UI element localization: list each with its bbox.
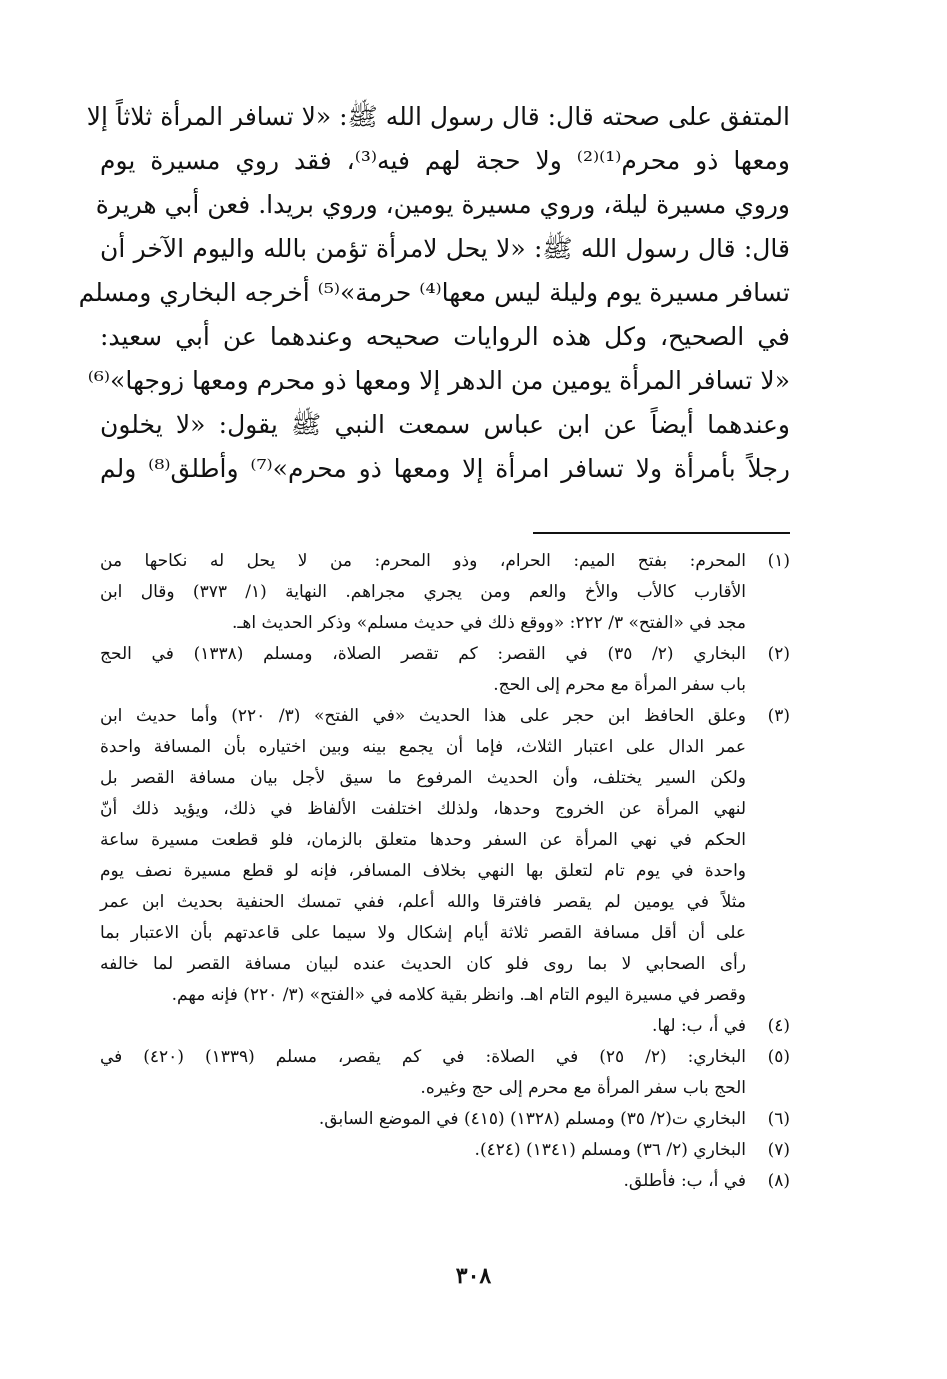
footnote-line: رأى الصحابي لا بما روى فلو كان الحديث عنده لبيان مسافة القصر لما خالفه: [100, 954, 746, 974]
footnote-8: [100, 1166, 790, 1197]
footnote-5: [100, 1042, 790, 1104]
footnote-number: (٤): [767, 1016, 790, 1036]
footnotes-block: [100, 546, 790, 1197]
footnote-line: البخاري: (٢/ ٢٥) في الصلاة: في كم يقصر، مسلم (١٣٣٩) (٤٢٠) في: [100, 1047, 746, 1067]
footnote-3: [100, 701, 790, 1011]
footnote-body: [100, 639, 746, 701]
footnote-line: الأقارب كالأب والأخ والعم ومن يجري مجراهم. النهاية (١/ ٣٧٣) وقال ابن: [100, 582, 746, 602]
footnote-number: (١): [767, 551, 790, 571]
footnote-7: [100, 1135, 790, 1166]
main-text-line: في الصحيح، وكل هذه الروايات صحيحه وعندهما عن أبي سعيد:: [100, 322, 790, 351]
footnote-body: [100, 546, 746, 639]
footnote-line: في أ، ب: فأطلق.: [623, 1171, 746, 1191]
footnote-line: على أن أقل مسافة القصر ثلاثة أيام إشكال ولا سيما على قاعدتهم بأن الاعتبار بما: [100, 923, 746, 943]
main-text-line: وروي مسيرة ليلة، وروي مسيرة يومين، وروي بريدا. فعن أبي هريرة: [95, 190, 790, 219]
main-text-line: قال: قال رسول الله ﷺ: «لا يحل لامرأة تؤمن بالله واليوم الآخر أن: [100, 234, 790, 263]
footnote-body: [100, 1042, 746, 1104]
footnote-number: (٧): [767, 1140, 790, 1160]
footnote-line: عمر الدال على اعتبار الثلاث، فإما أن يجمع بينه وبين اختياره بأن المسافة واحدة: [100, 737, 746, 757]
footnote-line: وقصر في مسيرة اليوم التام اهـ. وانظر بقية كلامه في «الفتح» (٣/ ٢٢٠) فإنه مهم.: [171, 985, 746, 1005]
footnote-line: البخاري ت(٢/ ٣٥) ومسلم (١٣٢٨) (٤١٥) في الموضع السابق.: [318, 1109, 746, 1129]
footnote-line: في أ، ب: لها.: [651, 1016, 746, 1036]
footnote-2: [100, 639, 790, 701]
footnote-line: الحكم في نهي المرأة عن السفر وحدها متعلق بالزمان، فلو قطعت مسيرة ساعة: [100, 830, 746, 850]
footnote-number: (٨): [767, 1171, 790, 1191]
footnote-line: باب سفر المرأة مع محرم إلى الحج.: [493, 675, 746, 695]
footnote-1: [100, 546, 790, 639]
footnote-4: [100, 1011, 790, 1042]
footnote-body: [100, 1104, 746, 1135]
footnote-number: (٣): [767, 706, 790, 726]
footnote-line: مثلاً في يومين لم يقصر فافترقا والله أعلم، ففي تمسك الحنفية بحديث ابن عمر: [100, 892, 746, 912]
footnote-line: البخاري (٢/ ٣٦) ومسلم (١٣٤١) (٤٢٤).: [474, 1140, 746, 1160]
footnote-number: (٦): [767, 1109, 790, 1129]
footnote-line: الحج باب سفر المرأة مع محرم إلى حج وغيره.: [420, 1078, 746, 1098]
footnote-number: (٥): [767, 1047, 790, 1067]
main-text-line: رجلاً بأمرأة ولا تسافر امرأة إلا ومعها ذو محرم»⁽⁷⁾ وأطلق⁽⁸⁾ ولم: [100, 454, 790, 483]
footnote-line: مجد في «الفتح» ٣/ ٢٢٢: «ووقع ذلك في حديث مسلم» وذكر الحديث اهـ.: [232, 613, 746, 633]
footnote-body: [100, 701, 746, 1011]
main-text-line: المتفق على صحته قال: قال رسول الله ﷺ: «لا تسافر المرأة ثلاثاً إلا: [86, 102, 790, 131]
footnote-divider: [533, 532, 790, 534]
main-text-line: «لا تسافر المرأة يومين من الدهر إلا ومعها ذو محرم ومعها زوجها»⁽⁶⁾: [87, 366, 790, 395]
main-text-line: وعندهما أيضاً عن ابن عباس سمعت النبي ﷺ يقول: «لا يخلون: [100, 410, 790, 439]
page-number: ٣٠٨: [455, 1263, 492, 1289]
footnote-line: لنهي المرأة عن الخروج وحدها، ولذلك اختلفت الألفاظ في ذلك، ويؤيد ذلك أنّ: [100, 799, 746, 819]
main-text-block: [78, 95, 790, 491]
footnote-number: (٢): [767, 644, 790, 664]
footnote-line: واحدة في يوم تام لتعلق بها النهي بخلاف المسافر، فإنه لو قطع مسيرة نصف يوم: [100, 861, 746, 881]
main-text-line: تسافر مسيرة يوم وليلة ليس معها⁽⁴⁾ حرمة»⁽⁵⁾ أخرجه البخاري ومسلم: [78, 278, 790, 307]
main-text-line: ومعها ذو محرم⁽¹⁾⁽²⁾ ولا حجة لهم فيه⁽³⁾، فقد روي مسيرة يوم: [100, 146, 790, 175]
footnote-line: وعلق الحافظ ابن حجر على هذا الحديث «في الفتح» (٣/ ٢٢٠) وأما حديث ابن: [100, 706, 746, 726]
footnote-body: [100, 1166, 746, 1197]
footnote-6: [100, 1104, 790, 1135]
footnote-line: المحرم: بفتح الميم: الحرام، وذو المحرم: من لا يحل له نكاحها من: [100, 551, 746, 571]
footnote-line: ولكن السير يختلف، وأن الحديث المرفوع ما سيق لأجل بيان مسافة القصر بل: [100, 768, 746, 788]
footnote-line: البخاري (٢/ ٣٥) في القصر: كم تقصر الصلاة، ومسلم (١٣٣٨) في الحج: [100, 644, 746, 664]
footnote-body: [100, 1011, 746, 1042]
footnote-body: [100, 1135, 746, 1166]
